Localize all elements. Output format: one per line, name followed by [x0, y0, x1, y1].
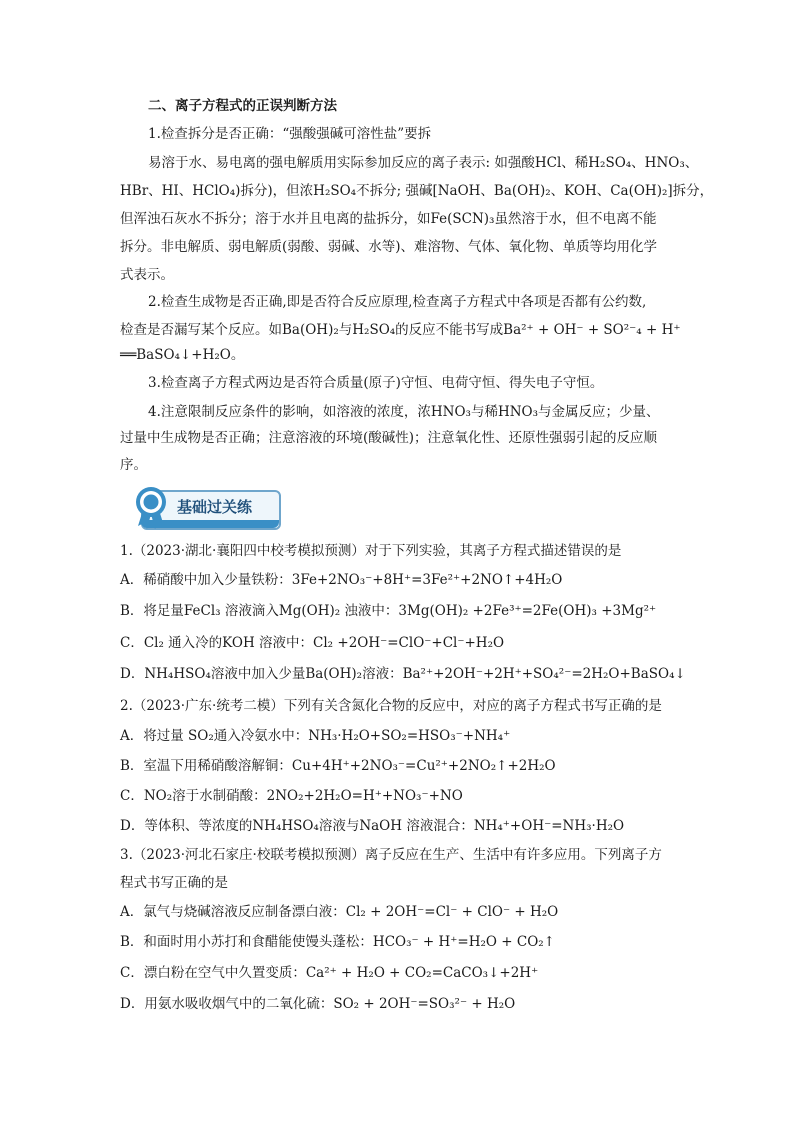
- question-1-stem: 1.（2023·湖北·襄阳四中校考模拟预测）对于下列实验，其离子方程式描述错误的是: [120, 543, 622, 559]
- question-2-option-c: C．NO₂溶于水制硝酸：2NO₂+2H₂O=H⁺+NO₃⁻+NO: [120, 788, 463, 804]
- question-2-stem: 2.（2023·广东·统考二模）下列有关含氮化合物的反应中，对应的离子方程式书写正确的是: [120, 698, 662, 714]
- section-line-5: 拆分。非电解质、弱电解质(弱酸、弱碱、水等)、难溶物、气体、氧化物、单质等均用化学: [120, 239, 658, 255]
- question-1-option-b: B．将足量FeCl₃ 溶液滴入Mg(OH)₂ 浊液中：3Mg(OH)₂ +2Fe³⁺=2Fe(OH)₃ +3Mg²⁺: [120, 603, 657, 619]
- section-line-1: 1.检查拆分是否正确：“强酸强碱可溶性盐”要拆: [148, 126, 432, 142]
- section-line-7: 2.检查生成物是否正确,即是否符合反应原理,检查离子方程式中各项是否都有公约数,: [148, 294, 647, 310]
- practice-banner: [131, 484, 276, 530]
- question-2-option-b: B．室温下用稀硝酸溶解铜：Cu+4H⁺+2NO₃⁻=Cu²⁺+2NO₂↑+2H₂O: [120, 758, 556, 774]
- section-heading: 二、离子方程式的正误判断方法: [148, 98, 337, 114]
- question-3-option-c: C．漂白粉在空气中久置变质：Ca²⁺ + H₂O + CO₂=CaCO₃↓+2H⁺: [120, 965, 539, 981]
- section-line-3: HBr、HI、HClO₄)拆分)，但浓H₂SO₄不拆分; 强碱[NaOH、Ba(OH)₂、KOH、Ca(OH)₂]拆分，: [120, 183, 714, 199]
- question-3-option-b: B．和面时用小苏打和食醋能使馒头蓬松：HCO₃⁻ + H⁺=H₂O + CO₂↑: [120, 934, 555, 950]
- section-line-6: 式表示。: [120, 267, 174, 283]
- question-3-option-a: A．氯气与烧碱溶液反应制备漂白液：Cl₂ + 2OH⁻=Cl⁻ + ClO⁻ + H₂O: [120, 904, 559, 920]
- question-3-option-d: D．用氨水吸收烟气中的二氧化硫：SO₂ + 2OH⁻=SO₃²⁻ + H₂O: [120, 996, 516, 1012]
- section-line-9: ══BaSO₄↓+H₂O。: [120, 347, 245, 363]
- question-1-option-d: D．NH₄HSO₄溶液中加入少量Ba(OH)₂溶液：Ba²⁺+2OH⁻+2H⁺+SO₄²⁻=2H₂O+BaSO₄↓: [120, 666, 686, 682]
- section-line-10: 3.检查离子方程式两边是否符合质量(原子)守恒、电荷守恒、得失电子守恒。: [148, 375, 604, 391]
- section-line-12: 过量中生成物是否正确；注意溶液的环境(酸碱性)；注意氧化性、还原性强弱引起的反应顺: [120, 430, 658, 446]
- section-line-2: 易溶于水、易电离的强电解质用实际参加反应的离子表示: 如强酸HCl、稀H₂SO₄、HNO₃、: [148, 155, 699, 171]
- question-1-option-a: A．稀硝酸中加入少量铁粉：3Fe+2NO₃⁻+8H⁺=3Fe²⁺+2NO↑+4H₂O: [120, 572, 563, 588]
- section-line-4: 但浑浊石灰水不拆分；溶于水并且电离的盐拆分，如Fe(SCN)₃虽然溶于水，但不电离不能: [120, 211, 657, 227]
- section-line-13: 序。: [120, 457, 147, 473]
- medal-icon: [131, 484, 171, 530]
- question-2-option-d: D．等体积、等浓度的NH₄HSO₄溶液与NaOH 溶液混合：NH₄⁺+OH⁻=NH₃·H₂O: [120, 818, 625, 834]
- question-1-option-c: C．Cl₂ 通入冷的KOH 溶液中：Cl₂ +2OH⁻=ClO⁻+Cl⁻+H₂O: [120, 635, 505, 651]
- question-3-stem: 3.（2023·河北石家庄·校联考模拟预测）离子反应在生产、生活中有许多应用。下列离子方: [120, 847, 662, 863]
- banner-title: 基础过关练: [177, 498, 253, 516]
- question-3-stem-continued: 程式书写正确的是: [120, 875, 228, 891]
- section-line-11: 4.注意限制反应条件的影响，如溶液的浓度，浓HNO₃与稀HNO₃与金属反应；少量、: [148, 404, 660, 420]
- question-2-option-a: A．将过量 SO₂通入冷氨水中：NH₃·H₂O+SO₂=HSO₃⁻+NH₄⁺: [120, 728, 511, 744]
- section-line-8: 检查是否漏写某个反应。如Ba(OH)₂与H₂SO₄的反应不能书写成Ba²⁺ + OH⁻ + SO²⁻₄ + H⁺: [120, 322, 681, 338]
